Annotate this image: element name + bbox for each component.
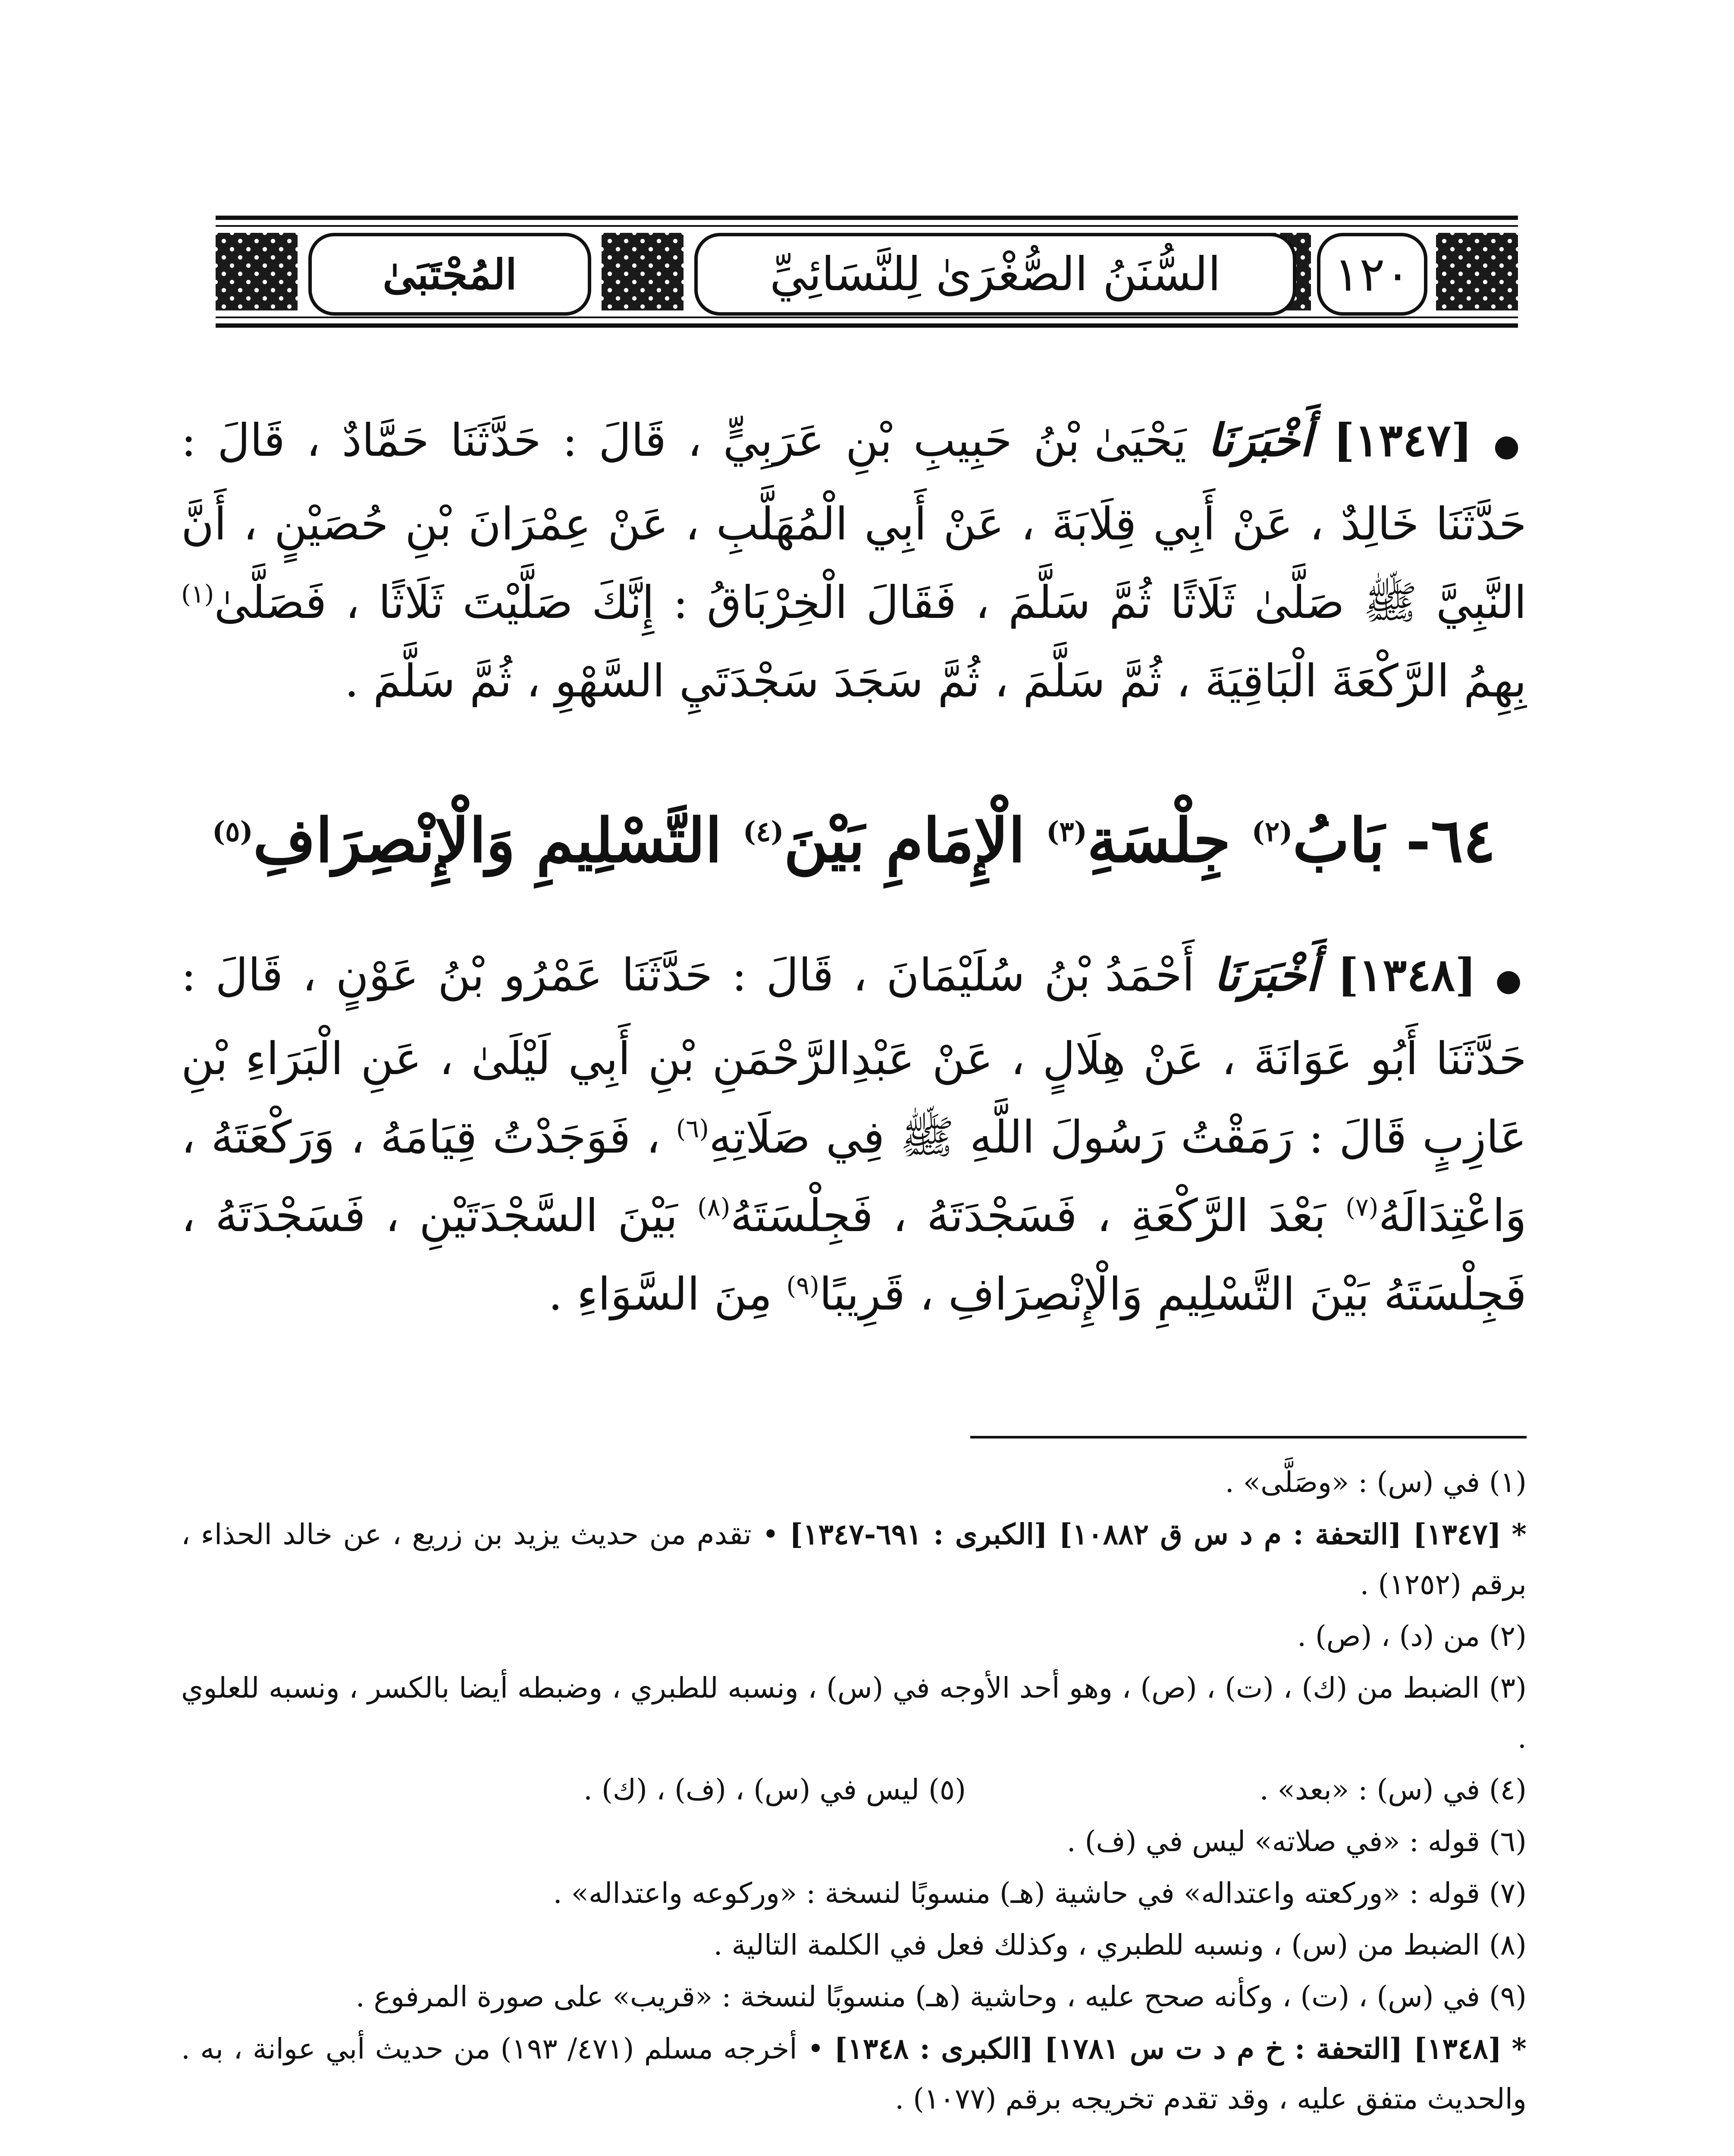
header-rule [216,216,1518,220]
running-title: السُّنَنُ الصُّغْرَىٰ لِلنَّسَائِيِّ [694,233,1296,316]
footnote-marker: (٧) [1345,1192,1379,1222]
footnote-marker: (٢) [1251,815,1293,848]
bullet-icon: ● [1493,428,1527,463]
header-rule [216,317,1518,318]
chapter-word: جِلْسَةِ [1087,805,1231,876]
hadith-text: بَيْنَ السَّجْدَتَيْنِ ، فَسَجْدَتَهُ ، فَجِلْسَتَهُ بَيْنَ التَّسْلِيمِ وَالْإِنْصِرَافِ ، قَرِيبًا [181,1189,1527,1320]
footnote-4: (٤) في (س) : «بعد» . [1259,1773,1527,1806]
ornament-icon [602,233,684,310]
chapter-word: الْإِمَامِ بَيْنَ [784,805,1025,876]
chapter-word: التَّسْلِيمِ وَالْإِنْصِرَافِ [253,805,722,876]
footnote-2: (٢) من (د) ، (ص) . [1297,1620,1527,1653]
footnote-5: (٥) ليس في (س) ، (ف) ، (ك) . [583,1773,966,1806]
takhrij-1348 [181,2024,1527,2124]
footnote-marker: (٩) [786,1271,819,1300]
hadith-text: ، فَوَجَدْتُ قِيَامَهُ ، وَرَكْعَتَهُ ، وَاعْتِدَالَهُ [181,1111,1527,1242]
header-rule [216,323,1518,328]
hadith-text: يَحْيَىٰ بْنُ حَبِيبِ بْنِ عَرَبِيٍّ ، قَالَ : حَدَّثَنَا حَمَّادٌ ، قَالَ : حَدَّثَنَا خَالِدٌ ، عَنْ أَبِي قِلَابَةَ ، عَنْ أَبِي الْمُهَلَّبِ ، عَنْ عِمْرَانَ بْنِ حُصَيْنٍ ، أَنَّ النَّبِيَّ ﷺ صَلَّىٰ ثَلَاثًا ثُمَّ سَلَّمَ ، فَقَالَ الْخِرْبَاقُ : إِنَّكَ صَلَّيْتَ ثَلَاثًا ، فَصَلَّىٰ [181,414,1527,629]
chapter-prefix: ٦٤- بَابُ [1292,805,1496,876]
hadith-text-end: بِهِمُ الرَّكْعَةَ الْبَاقِيَةَ ، ثُمَّ سَلَّمَ ، ثُمَّ سَجَدَ سَجْدَتَيِ السَّهْوِ ، ثُمَّ سَلَّمَ . [344,655,1527,707]
footnote-6: (٦) قوله : «في صلاته» ليس في (ف) . [1066,1825,1527,1858]
ornament-icon [1436,233,1518,310]
footnote-marker: (١) [181,579,214,609]
footnote-marker: (٨) [697,1192,731,1222]
page-header [216,216,1518,328]
book-name: المُجْتَبَىٰ [308,233,591,316]
footnote-9: (٩) في (س) ، (ت) ، وكأنه صحح عليه ، وحاشية (هـ) منسوبًا لنسخة : «قريب» على صورة المرفوع . [355,1980,1527,2013]
asterisk-icon: * [1511,2032,1527,2065]
ornament-icon [216,233,298,310]
akhbarana-word: أَخْبَرَنَا [1207,414,1313,467]
hadith-text: أَحْمَدُ بْنُ سُلَيْمَانَ ، قَالَ : حَدَّثَنَا عَمْرُو بْنُ عَوْنٍ ، قَالَ : حَدَّثَنَا أَبُو عَوَانَةَ ، عَنْ هِلَالٍ ، عَنْ عَبْدِالرَّحْمَنِ بْنِ أَبِي لَيْلَىٰ ، عَنِ الْبَرَاءِ بْنِ عَازِبٍ قَالَ : رَمَقْتُ رَسُولَ اللَّهِ ﷺ فِي صَلَاتِهِ [181,949,1527,1163]
bullet-icon: ● [1495,962,1527,998]
footnote-4-5 [181,1765,1527,1815]
hadith-number: [١٣٤٨] [1337,948,1477,1001]
footnote-7: (٧) قوله : «وركعته واعتداله» في حاشية (هـ) منسوبًا لنسخة : «وركوعه واعتداله» . [553,1877,1527,1910]
footnote-marker: (٥) [212,815,253,848]
footnote-separator [970,1436,1527,1438]
footnote-marker: (٣) [1046,815,1087,848]
footnote-marker: (٦) [676,1114,709,1144]
footnote-1: (١) في (س) : «وصَلَّى» . [1225,1466,1527,1499]
hadith-text: بَعْدَ الرَّكْعَةِ ، فَسَجْدَتَهُ ، فَجِلْسَتَهُ [730,1189,1326,1242]
takhrij-body: • تقدم من حديث يزيد بن زريع ، عن خالد الحذاء ، برقم (١٢٥٢) . [181,1518,1527,1601]
takhrij-body: • أخرجه مسلم (٤٧١/ ١٩٣) من حديث أبي عوانة ، به . والحديث متفق عليه ، وقد تقدم تخريجه برقم (١٠٧٧) . [181,2032,1527,2115]
akhbarana-word: أَخْبَرَنَا [1213,948,1319,1001]
takhrij-head: [١٣٤٨] [التحفة : خ م د ت س ١٧٨١] [الكبرى : ١٣٤٨] [834,2032,1502,2065]
chapter-heading [181,798,1527,884]
footnote-8: (٨) الضبط من (س) ، ونسبه للطبري ، وكذلك فعل في الكلمة التالية . [713,1928,1527,1962]
asterisk-icon: * [1511,1517,1527,1551]
takhrij-1347 [181,1509,1527,1610]
hadith-number: [١٣٤٧] [1333,414,1472,467]
footnote-marker: (٤) [743,815,784,848]
header-rule [216,225,1518,227]
takhrij-head: [١٣٤٧] [التحفة : م د س ق ١٠٨٨٢] [الكبرى : ٦٩١-١٣٤٧] [789,1517,1501,1551]
hadith-1348 [181,936,1527,1333]
hadith-1347 [181,401,1527,720]
hadith-text: مِنَ السَّوَاءِ . [548,1268,772,1320]
footnote-3: (٣) الضبط من (ك) ، (ت) ، (ص) ، وهو أحد الأوجه في (س) ، ونسبه للطبري ، وضبطه أيضا بالكسر ، ونسبه للعلوي . [181,1671,1527,1755]
page-number: ١٢٠ [1317,233,1427,316]
footnotes [181,1457,1527,2126]
